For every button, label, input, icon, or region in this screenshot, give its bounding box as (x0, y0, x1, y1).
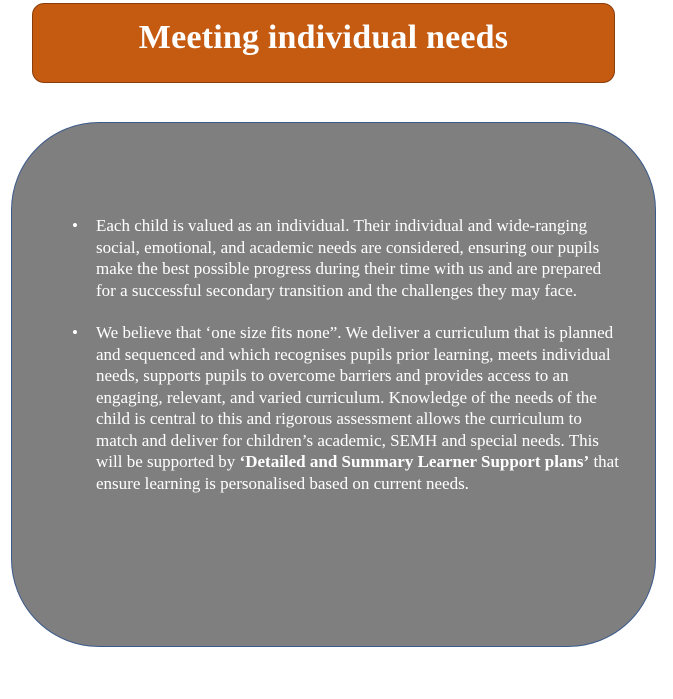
bullet-dot-icon: • (72, 323, 78, 342)
content-panel (11, 122, 656, 647)
bullet-text-after-bold: that ensure learning is personalised based on current needs. (96, 452, 619, 493)
bullet-list (12, 215, 655, 515)
title-banner (32, 3, 615, 83)
bullet-item-curriculum (12, 322, 655, 494)
bullet-dot-icon: • (72, 216, 78, 235)
page-title: Meeting individual needs (138, 19, 509, 56)
bullet-item-individual-value (12, 215, 655, 301)
bullet-text-before-bold: We believe that ‘one size fits none”. We deliver a curriculum that is planned and sequenced and which recognises pupils prior learning, meets individual needs, supports pupils to overcome barriers and provides access to an engaging, relevant, and varied curriculum. Knowledge of the needs of the child is central to this and rigorous assessment allows the curriculum to match and deliver for children’s academic, SEMH and special needs. This will be supported by (96, 323, 614, 471)
learner-support-plans-text: ‘Detailed and Summary Learner Support plans’ (239, 452, 590, 471)
bullet-text: Each child is valued as an individual. Their individual and wide-ranging social, emotional, and academic needs are considered, ensuring our pupils make the best possible progress during their time with us and are prepared for a successful secondary transition and the challenges they may face. (96, 216, 602, 300)
